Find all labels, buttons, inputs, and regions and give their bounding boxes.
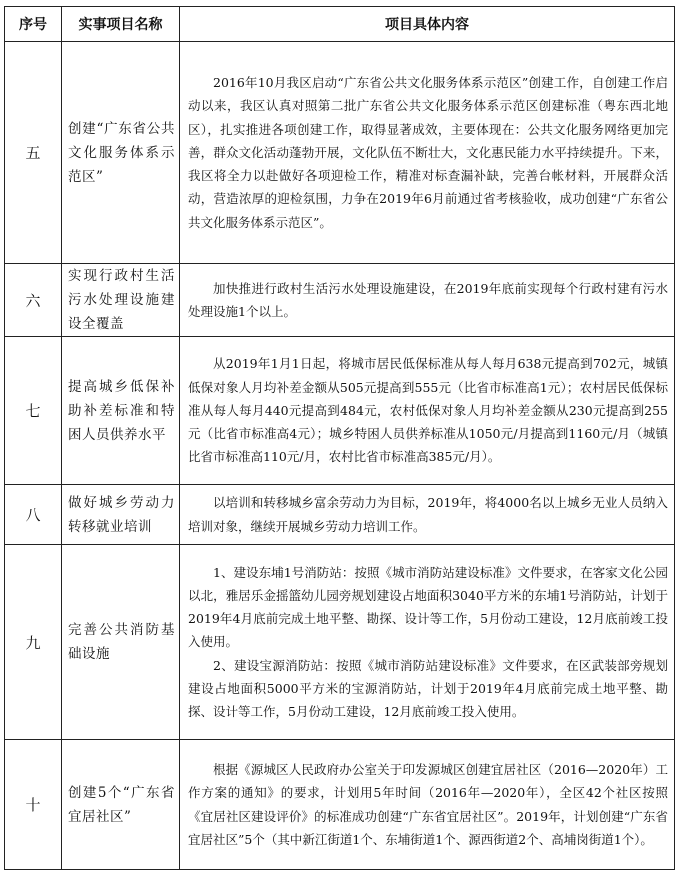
content-paragraph: 以培训和转移城乡富余劳动力为目标，2019年，将4000名以上城乡无业人员纳入培训对象，继续开展城乡劳动力培训工作。 <box>188 495 668 534</box>
content-paragraph: 从2019年1月1日起，将城市居民低保标准从每人每月638元提高到702元，城镇低保对象人月均补差金额从505元提高到555元（比省市标准高1元）；农村居民低保标准从每人每月440元提高到484元，农村低保对象人月均补差金额从230元提高到255元（比省市标准高4元）；城乡特困人员供养标准从1050元/月提高到1160元/月（城镇比省市标准高110元/月，农村比省市标准高385元/月）。 <box>188 356 668 465</box>
row-project-name: 实现行政村生活污水处理设施建设全覆盖 <box>62 264 180 337</box>
table-row <box>5 42 675 264</box>
table-row <box>5 337 675 485</box>
content-paragraph: 1、建设东埔1号消防站：按照《城市消防站建设标准》文件要求，在客家文化公园以北，雅居乐金摇篮幼儿园旁规划建设占地面积3040平方米的东埔1号消防站，计划于2019年4月底前完成土地平整、勘探、设计等工作，5月份动工建设，12月底前竣工投入使用。 <box>188 564 668 650</box>
row-index: 八 <box>5 485 62 545</box>
header-name: 实事项目名称 <box>62 7 180 42</box>
row-project-name: 提高城乡低保补助补差标准和特困人员供养水平 <box>62 337 180 485</box>
content-paragraph: 加快推进行政村生活污水处理设施建设，在2019年底前实现每个行政村建有污水处理设施1个以上。 <box>188 280 668 319</box>
content-paragraph: 根据《源城区人民政府办公室关于印发源城区创建宜居社区（2016—2020年）工作方案的通知》的要求，计划用5年时间（2016年—2020年），全区42个社区按照《宜居社区建设评价》的标准成功创建“广东省宜居社区”。2019年，计划创建“广东省宜居社区”5个（其中新江街道1个、东埔街道1个、源西街道2个、高埔岗街道1个）。 <box>188 762 668 847</box>
row-content <box>180 545 675 740</box>
row-index: 六 <box>5 264 62 337</box>
table-header-row <box>5 7 675 42</box>
projects-table <box>4 6 675 870</box>
table-row <box>5 740 675 870</box>
row-index: 十 <box>5 740 62 870</box>
row-index: 七 <box>5 337 62 485</box>
row-content <box>180 740 675 870</box>
row-index: 九 <box>5 545 62 740</box>
row-index: 五 <box>5 42 62 264</box>
row-content <box>180 264 675 337</box>
table-row <box>5 264 675 337</box>
row-project-name: 创建“广东省公共文化服务体系示范区” <box>62 42 180 264</box>
row-project-name: 做好城乡劳动力转移就业培训 <box>62 485 180 545</box>
table-row <box>5 485 675 545</box>
row-content <box>180 485 675 545</box>
row-content <box>180 42 675 264</box>
content-paragraph: 2、建设宝源消防站：按照《城市消防站建设标准》文件要求，在区武装部旁规划建设占地面积5000平方米的宝源消防站，计划于2019年4月底前完成土地平整、勘探、设计等工作，5月份动工建设，12月底前竣工投入使用。 <box>188 657 668 719</box>
header-content: 项目具体内容 <box>180 7 675 42</box>
row-project-name: 创建5个“广东省宜居社区” <box>62 740 180 870</box>
table-row <box>5 545 675 740</box>
row-content <box>180 337 675 485</box>
content-paragraph: 2016年10月我区启动“广东省公共文化服务体系示范区”创建工作，自创建工作启动以来，我区认真对照第二批广东省公共文化服务体系示范区创建标准（粤东西北地区），扎实推进各项创建工作，取得显著成效，主要体现在：公共文化服务网络更加完善，群众文化活动蓬勃开展，文化队伍不断壮大，文化惠民能力水平持续提升。下来，我区将全力以赴做好各项迎检工作，精准对标查漏补缺，完善台帐材料，开展群众活动，营造浓厚的迎检氛围，力争在2019年6月前通过省考核验收，成功创建“广东省公共文化服务体系示范区”。 <box>188 75 668 230</box>
row-project-name: 完善公共消防基础设施 <box>62 545 180 740</box>
header-index: 序号 <box>5 7 62 42</box>
